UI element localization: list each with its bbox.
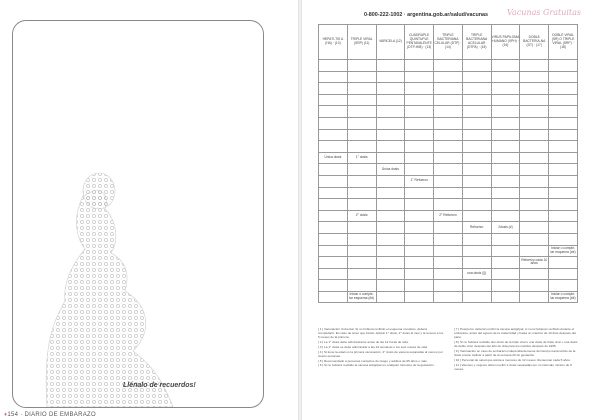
page-footer: ♦154 · DIARIO DE EMBARAZO bbox=[4, 412, 96, 418]
column-header: VIRUS PAPILOMA HUMANO (VPH) · (16) bbox=[491, 25, 520, 60]
table-cell bbox=[347, 83, 376, 95]
table-row bbox=[319, 291, 578, 303]
table-cell bbox=[347, 106, 376, 118]
table-cell bbox=[376, 106, 405, 118]
table-cell bbox=[434, 257, 463, 269]
table-cell: 2° dosis bbox=[347, 210, 376, 222]
table-cell bbox=[520, 245, 549, 257]
table-cell bbox=[520, 141, 549, 153]
table-cell bbox=[462, 210, 491, 222]
table-cell bbox=[376, 60, 405, 72]
table-cell bbox=[376, 94, 405, 106]
table-cell bbox=[405, 60, 434, 72]
column-header: HEPATI-TIS A (HA) · (10) bbox=[319, 25, 348, 60]
table-cell bbox=[347, 257, 376, 269]
table-cell bbox=[491, 199, 520, 211]
table-cell bbox=[347, 268, 376, 280]
table-cell bbox=[462, 199, 491, 211]
table-cell bbox=[520, 280, 549, 292]
table-row bbox=[319, 222, 578, 234]
table-cell bbox=[319, 210, 348, 222]
table-cell bbox=[434, 233, 463, 245]
table-cell bbox=[434, 141, 463, 153]
table-cell bbox=[347, 199, 376, 211]
table-cell bbox=[520, 291, 549, 303]
table-cell bbox=[491, 152, 520, 164]
table-cell: Refuerzo bbox=[462, 222, 491, 234]
table-cell bbox=[491, 83, 520, 95]
table-cell bbox=[319, 291, 348, 303]
table-row bbox=[319, 129, 578, 141]
table-row bbox=[319, 175, 578, 187]
table-cell bbox=[319, 117, 348, 129]
table-cell bbox=[434, 129, 463, 141]
footnote: [ 11 ] Varones y mujeres deben recibir 2 dosis separadas por un intervalo mínimo de 6 meses. bbox=[454, 362, 572, 371]
table-cell bbox=[319, 233, 348, 245]
table-cell bbox=[491, 117, 520, 129]
pregnant-silhouette-illustration bbox=[13, 21, 263, 407]
table-row bbox=[319, 245, 578, 257]
table-cell bbox=[520, 129, 549, 141]
table-cell bbox=[462, 291, 491, 303]
table-cell bbox=[376, 83, 405, 95]
table-cell bbox=[462, 94, 491, 106]
table-row bbox=[319, 71, 578, 83]
table-cell bbox=[462, 175, 491, 187]
table-cell bbox=[405, 152, 434, 164]
table-cell bbox=[520, 83, 549, 95]
book-title: DIARIO DE EMBARAZO bbox=[24, 412, 96, 418]
table-cell bbox=[491, 164, 520, 176]
table-cell bbox=[434, 71, 463, 83]
table-cell: 2dosis (#) bbox=[491, 222, 520, 234]
table-cell bbox=[434, 117, 463, 129]
table-cell bbox=[520, 71, 549, 83]
table-cell bbox=[405, 222, 434, 234]
table-cell bbox=[405, 164, 434, 176]
footnotes-right-column bbox=[454, 327, 580, 372]
table-cell bbox=[549, 187, 578, 199]
table-cell bbox=[491, 71, 520, 83]
table-row bbox=[319, 106, 578, 118]
table-cell bbox=[462, 106, 491, 118]
column-header: VARICELA (12) bbox=[376, 25, 405, 60]
table-cell bbox=[462, 187, 491, 199]
table-cell bbox=[376, 291, 405, 303]
footnotes-left-column bbox=[318, 327, 444, 368]
table-cell bbox=[376, 245, 405, 257]
table-cell: Refuerzo cada 10 años bbox=[520, 257, 549, 269]
table-cell bbox=[319, 187, 348, 199]
table-row bbox=[319, 117, 578, 129]
table-cell bbox=[549, 210, 578, 222]
memory-photo-frame bbox=[12, 20, 264, 408]
table-cell bbox=[462, 71, 491, 83]
column-header: TRIPLE BACTERIANA CELULAR (DTP) · (14) bbox=[434, 25, 463, 60]
table-cell bbox=[520, 199, 549, 211]
table-cell bbox=[347, 94, 376, 106]
table-cell bbox=[434, 245, 463, 257]
table-cell bbox=[376, 129, 405, 141]
table-cell bbox=[405, 71, 434, 83]
table-cell bbox=[549, 106, 578, 118]
table-cell bbox=[520, 210, 549, 222]
vaccine-record-table bbox=[318, 24, 578, 303]
table-row bbox=[319, 268, 578, 280]
table-cell bbox=[491, 280, 520, 292]
table-cell: una dosis (§) bbox=[462, 268, 491, 280]
table-cell bbox=[434, 280, 463, 292]
table-cell bbox=[462, 83, 491, 95]
table-cell bbox=[434, 291, 463, 303]
table-cell bbox=[549, 175, 578, 187]
footnote: [ 8 ] Si no hubiera recibido dos dosis de la triple viral o una dosis de triple viral + una dosis de doble viral, después del año de vida para los nacidos después de 1965. bbox=[454, 340, 578, 349]
table-cell bbox=[491, 175, 520, 187]
table-cell bbox=[319, 257, 348, 269]
footnote: [ 5 ] Recomendado a personas contactos de riesgo y adultos de 65 años o más. bbox=[318, 358, 428, 363]
table-cell bbox=[434, 222, 463, 234]
table-cell bbox=[376, 268, 405, 280]
table-cell bbox=[491, 268, 520, 280]
table-cell bbox=[376, 187, 405, 199]
page-number: 154 bbox=[7, 412, 19, 418]
table-cell bbox=[319, 71, 348, 83]
table-cell bbox=[376, 117, 405, 129]
footnote: [ 1 ] Vacunación Universal. Si no hubiera recibido el esquema completo, deberá completarlo. En caso de tener que iniciar: Aplicar 1° dosis, 2° dosis al mes y la tercera a los 6 meses de la primera. bbox=[318, 327, 444, 340]
table-cell bbox=[491, 106, 520, 118]
table-cell: Iniciar o comple-tar esquema (##) bbox=[549, 291, 578, 303]
footnote: [ 2 ] La 1° dosis debe administrarse antes de las 12 horas de vida. bbox=[318, 340, 409, 345]
footnote: [ 7 ] Puerperio: deberán recibir la vacuna antigripal, si no la hubieran recibido durante el embarazo, antes del egreso de la maternidad y hasta un máximo de 10 días después del parto. bbox=[454, 327, 576, 340]
table-cell: 2° Refuerzo bbox=[434, 210, 463, 222]
table-row bbox=[319, 164, 578, 176]
table-cell bbox=[434, 94, 463, 106]
table-cell bbox=[405, 210, 434, 222]
table-cell bbox=[405, 94, 434, 106]
table-cell bbox=[319, 60, 348, 72]
table-cell bbox=[520, 268, 549, 280]
table-cell bbox=[549, 199, 578, 211]
column-header: CUÁDRUPLE QUINTUPLE PENTAVALENTE (DTP-HIB) · (13) bbox=[405, 25, 434, 60]
table-cell bbox=[376, 222, 405, 234]
table-cell bbox=[405, 280, 434, 292]
table-cell bbox=[462, 245, 491, 257]
table-cell: 1° dosis bbox=[347, 152, 376, 164]
table-cell bbox=[549, 233, 578, 245]
table-cell bbox=[347, 141, 376, 153]
table-cell bbox=[319, 94, 348, 106]
column-header: DOBLE BACTERIA-NA (DT) · (17) bbox=[520, 25, 549, 60]
table-row bbox=[319, 83, 578, 95]
table-cell bbox=[549, 117, 578, 129]
frame-caption: Llénalo de recuerdos! bbox=[123, 382, 196, 389]
table-cell bbox=[376, 257, 405, 269]
table-cell bbox=[520, 152, 549, 164]
table-cell bbox=[462, 152, 491, 164]
table-cell bbox=[549, 129, 578, 141]
table-cell bbox=[491, 187, 520, 199]
table-cell bbox=[405, 245, 434, 257]
footnote: [ 6 ] Si no hubiera recibido la vacuna antigripal en cualquier trimestre de la gestación. bbox=[318, 363, 435, 368]
table-cell bbox=[549, 94, 578, 106]
table-cell bbox=[434, 83, 463, 95]
table-cell bbox=[549, 257, 578, 269]
table-cell bbox=[319, 280, 348, 292]
table-cell bbox=[347, 245, 376, 257]
table-cell bbox=[462, 60, 491, 72]
table-cell bbox=[434, 187, 463, 199]
table-cell bbox=[405, 187, 434, 199]
left-page bbox=[0, 0, 298, 420]
table-cell bbox=[347, 280, 376, 292]
table-cell bbox=[520, 117, 549, 129]
table-cell bbox=[491, 291, 520, 303]
footnote: [ 9 ] Vacunación en caso de embarazo independientemente del tiempo transcurrido de la dosis previa. Aplicar a partir de la semana 20 de gestación. bbox=[454, 349, 576, 358]
table-row bbox=[319, 141, 578, 153]
contact-info: 0-800-222-1002 · argentina.gob.ar/salud/vacunas bbox=[364, 12, 489, 18]
table-cell bbox=[376, 280, 405, 292]
table-cell bbox=[520, 233, 549, 245]
table-cell bbox=[549, 280, 578, 292]
table-cell bbox=[434, 199, 463, 211]
table-cell bbox=[462, 233, 491, 245]
table-row bbox=[319, 94, 578, 106]
table-cell bbox=[376, 152, 405, 164]
column-header: DOBLE VIRAL (SR) O TRIPLE VIRAL (SRP) · (18) bbox=[549, 25, 578, 60]
table-cell bbox=[405, 129, 434, 141]
footnote: [ 4 ] Si tiene la edad en la primera vacunación, 2° dosis de vacuna separadas al menos por cuatro semanas. bbox=[318, 349, 443, 358]
table-cell bbox=[405, 106, 434, 118]
table-cell bbox=[376, 71, 405, 83]
table-cell bbox=[491, 233, 520, 245]
table-cell bbox=[405, 117, 434, 129]
table-row bbox=[319, 152, 578, 164]
table-cell bbox=[491, 141, 520, 153]
table-cell bbox=[405, 199, 434, 211]
table-cell bbox=[319, 199, 348, 211]
table-cell bbox=[376, 141, 405, 153]
table-cell bbox=[549, 152, 578, 164]
table-row bbox=[319, 233, 578, 245]
table-cell: Iniciar o comple-tar esquema (##) bbox=[549, 245, 578, 257]
table-cell bbox=[520, 164, 549, 176]
table-cell bbox=[319, 129, 348, 141]
table-cell bbox=[347, 129, 376, 141]
table-cell bbox=[405, 233, 434, 245]
table-cell bbox=[376, 210, 405, 222]
table-cell bbox=[520, 175, 549, 187]
table-cell bbox=[434, 175, 463, 187]
table-cell bbox=[405, 268, 434, 280]
table-cell bbox=[491, 257, 520, 269]
table-cell bbox=[462, 164, 491, 176]
table-cell: Única dosis bbox=[319, 152, 348, 164]
table-row bbox=[319, 280, 578, 292]
table-cell bbox=[520, 94, 549, 106]
table-cell bbox=[549, 71, 578, 83]
table-cell bbox=[491, 94, 520, 106]
table-cell bbox=[434, 152, 463, 164]
table-cell bbox=[491, 245, 520, 257]
column-header: TRIPLE BACTERIANA ACELULAR (DTPA) · (15) bbox=[462, 25, 491, 60]
table-cell bbox=[520, 106, 549, 118]
table-cell: 1° Refuerzo bbox=[405, 175, 434, 187]
table-cell bbox=[520, 60, 549, 72]
table-cell bbox=[319, 164, 348, 176]
table-cell bbox=[462, 117, 491, 129]
table-cell bbox=[347, 233, 376, 245]
table-row bbox=[319, 257, 578, 269]
table-row bbox=[319, 60, 578, 72]
table-cell bbox=[520, 222, 549, 234]
table-cell bbox=[520, 187, 549, 199]
table-cell bbox=[347, 187, 376, 199]
table-cell bbox=[491, 60, 520, 72]
table-cell bbox=[347, 71, 376, 83]
table-cell bbox=[549, 268, 578, 280]
table-cell bbox=[347, 60, 376, 72]
table-cell bbox=[319, 268, 348, 280]
table-cell bbox=[491, 210, 520, 222]
table-cell bbox=[549, 83, 578, 95]
table-cell: Iniciar o comple-tar esquema (##) bbox=[347, 291, 376, 303]
table-cell bbox=[347, 222, 376, 234]
table-cell bbox=[376, 233, 405, 245]
table-cell bbox=[347, 117, 376, 129]
table-cell bbox=[319, 222, 348, 234]
table-cell bbox=[462, 141, 491, 153]
table-cell bbox=[376, 175, 405, 187]
table-row bbox=[319, 210, 578, 222]
table-cell bbox=[434, 106, 463, 118]
table-cell bbox=[549, 222, 578, 234]
table-row bbox=[319, 199, 578, 211]
table-cell bbox=[462, 129, 491, 141]
table-cell bbox=[319, 141, 348, 153]
table-cell bbox=[347, 164, 376, 176]
table-cell bbox=[549, 60, 578, 72]
footnote: [ 3 ] La 1° dosis se debe administrar a las 24 semanas o los seis meses de vida. bbox=[318, 344, 428, 349]
table-cell bbox=[549, 141, 578, 153]
column-header: TRIPLE VIRAL (SRP) (11) bbox=[347, 25, 376, 60]
table-cell bbox=[405, 83, 434, 95]
table-cell: Única dosis bbox=[376, 164, 405, 176]
table-cell bbox=[405, 141, 434, 153]
table-cell bbox=[405, 257, 434, 269]
table-cell bbox=[549, 164, 578, 176]
table-row bbox=[319, 187, 578, 199]
table-cell bbox=[491, 129, 520, 141]
table-cell bbox=[434, 268, 463, 280]
table-cell bbox=[319, 106, 348, 118]
table-cell bbox=[434, 164, 463, 176]
table-cell bbox=[434, 60, 463, 72]
footnote: [ 10 ] Personal de salud que asista a menores de 12 meses. Revacunar cada 5 años. bbox=[454, 357, 571, 362]
table-cell bbox=[319, 175, 348, 187]
table-cell bbox=[405, 291, 434, 303]
table-cell bbox=[462, 280, 491, 292]
table-cell bbox=[462, 257, 491, 269]
table-cell bbox=[319, 245, 348, 257]
table-cell bbox=[319, 83, 348, 95]
brand-label: Vacunas Gratuitas bbox=[507, 8, 582, 17]
table-cell bbox=[376, 199, 405, 211]
right-page bbox=[302, 0, 600, 420]
table-cell bbox=[347, 175, 376, 187]
